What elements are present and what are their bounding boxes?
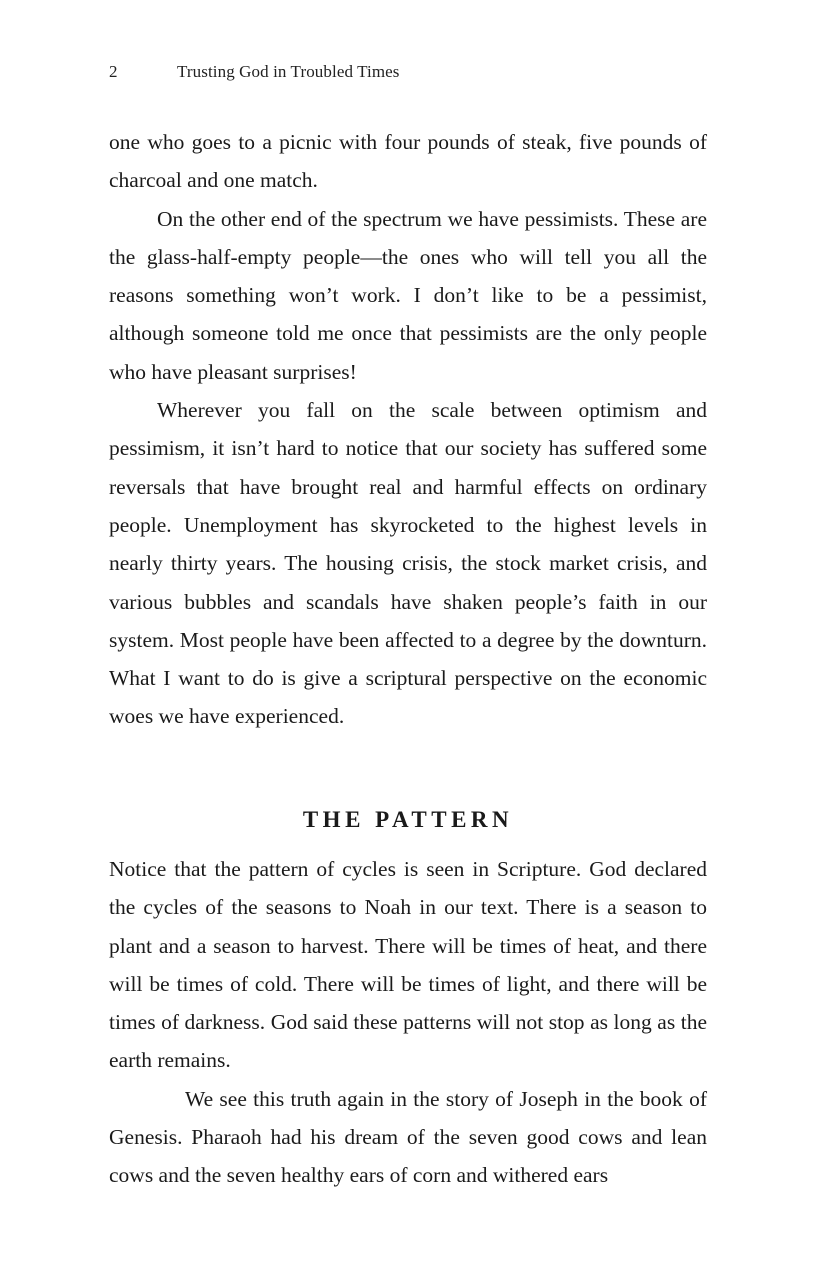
body-text-bottom [109, 850, 707, 1195]
paragraph-continuation: one who goes to a picnic with four pounds of steak, five pounds of charcoal and one match. [109, 130, 707, 193]
running-title: Trusting God in Troubled Times [177, 62, 400, 81]
paragraph-pessimists: On the other end of the spectrum we have pessimists. These are the glass-half-empty people—the ones who will tell you all the reasons something won’t work. I don’t like to be a pessimist, although someone told me once that pessimists are the only people who have pleasant surprises! [109, 206, 707, 384]
paragraph-economy: Wherever you fall on the scale between optimism and pessimism, it isn’t hard to notice that our society has suffered some reversals that have brought real and harmful effects on ordinary people. Unemployment has skyrocketed to the highest levels in nearly thirty years. The housing crisis, the stock market crisis, and various bubbles and scandals have shaken people’s faith in our system. Most people have been affected to a degree by the downturn. What I want to do is give a scriptural perspective on the economic woes we have experienced. [109, 398, 707, 729]
page-number: 2 [109, 62, 118, 81]
running-header [109, 62, 400, 82]
paragraph-joseph: We see this truth again in the story of Joseph in the book of Genesis. Pharaoh had his dream of the seven good cows and lean cows and the seven healthy ears of corn and withered ears [109, 1086, 707, 1188]
body-text-top [109, 123, 707, 736]
section-heading: THE PATTERN [302, 807, 514, 832]
paragraph-pattern: Notice that the pattern of cycles is seen in Scripture. God declared the cycles of the seasons to Noah in our text. There is a season to plant and a season to harvest. There will be times of heat, and there will be times of cold. There will be times of light, and there will be times of darkness. God said these patterns will not stop as long as the earth remains. [109, 857, 707, 1073]
